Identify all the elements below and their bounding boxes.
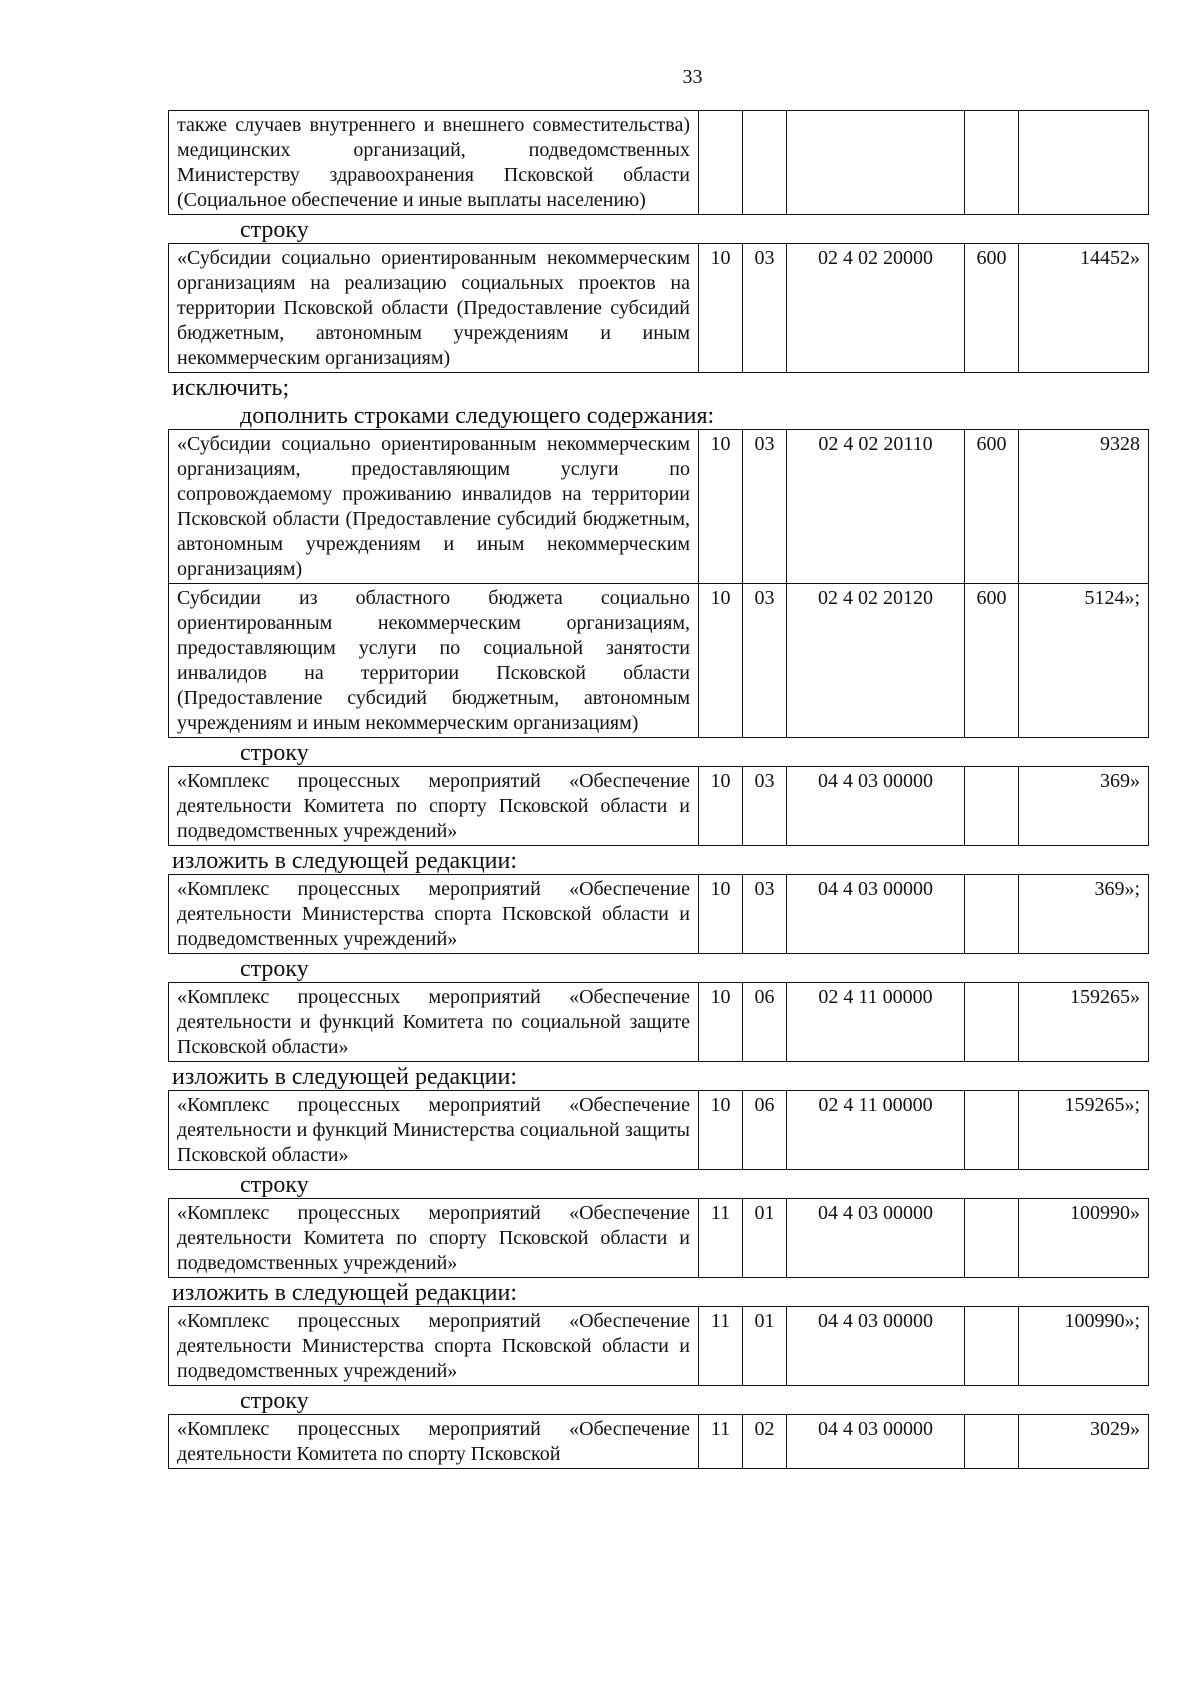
target-article-code: 02 4 02 20000 [787, 244, 965, 373]
expense-type-code [965, 983, 1019, 1062]
subsection-code: 01 [743, 1307, 787, 1386]
amount: 3029» [1019, 1415, 1149, 1469]
subsection-code: 03 [743, 430, 787, 584]
section-code: 10 [699, 244, 743, 373]
target-article-code: 04 4 03 00000 [787, 767, 965, 846]
amount [1019, 111, 1149, 215]
instruction-text: строку [240, 956, 309, 982]
expense-type-code [965, 1415, 1019, 1469]
row-description: «Комплекс процессных мероприятий «Обеспечение деятельности Министерства спорта Псковской области и подведомственных учреждений» [169, 1307, 699, 1386]
budget-table-fragment [168, 982, 1149, 1062]
table-row [169, 1307, 1149, 1386]
table-row [169, 983, 1149, 1062]
instruction-text: изложить в следующей редакции: [172, 1280, 518, 1306]
table-row [169, 430, 1149, 584]
budget-table-fragment [168, 1306, 1149, 1386]
budget-table-fragment [168, 110, 1149, 215]
amount: 159265»; [1019, 1091, 1149, 1170]
document-content [168, 110, 1148, 1469]
row-description: «Комплекс процессных мероприятий «Обеспечение деятельности Комитета по спорту Псковской области и подведомственных учреждений» [169, 767, 699, 846]
instruction-text: строку [240, 740, 309, 766]
subsection-code: 03 [743, 767, 787, 846]
amount: 9328 [1019, 430, 1149, 584]
section-code: 10 [699, 875, 743, 954]
instruction-text: исключить; [172, 375, 290, 401]
expense-type-code [965, 1307, 1019, 1386]
row-description: «Субсидии социально ориентированным некоммерческим организациям, предоставляющим услуги по сопровождаемому проживанию инвалидов на территории Псковской области (Предоставление субсидий бюджетным, автономным учреждениям и иным некоммерческим организациям) [169, 430, 699, 584]
table-row [169, 111, 1149, 215]
row-description: «Комплекс процессных мероприятий «Обеспечение деятельности и функций Комитета по социальной защите Псковской области» [169, 983, 699, 1062]
subsection-code: 01 [743, 1199, 787, 1278]
section-code: 11 [699, 1307, 743, 1386]
target-article-code: 02 4 11 00000 [787, 983, 965, 1062]
section-code: 11 [699, 1199, 743, 1278]
expense-type-code [965, 1091, 1019, 1170]
row-description: также случаев внутреннего и внешнего совместительства) медицинских организаций, подведомственных Министерству здравоохранения Псковской области (Социальное обеспечение и иные выплаты населению) [169, 111, 699, 215]
section-code: 10 [699, 430, 743, 584]
row-description: «Комплекс процессных мероприятий «Обеспечение деятельности Комитета по спорту Псковской [169, 1415, 699, 1469]
instruction-text: дополнить строками следующего содержания: [240, 403, 715, 429]
target-article-code: 04 4 03 00000 [787, 1415, 965, 1469]
section-code: 10 [699, 584, 743, 738]
section-code: 10 [699, 767, 743, 846]
row-description: «Субсидии социально ориентированным некоммерческим организациям на реализацию социальных проектов на территории Псковской области (Предоставление субсидий бюджетным, автономным учреждениям и иным некоммерческим организациям) [169, 244, 699, 373]
expense-type-code: 600 [965, 430, 1019, 584]
subsection-code [743, 111, 787, 215]
amount: 369»; [1019, 875, 1149, 954]
section-code: 10 [699, 1091, 743, 1170]
subsection-code: 02 [743, 1415, 787, 1469]
table-row [169, 1415, 1149, 1469]
expense-type-code [965, 1199, 1019, 1278]
row-description: «Комплекс процессных мероприятий «Обеспечение деятельности Министерства спорта Псковской области и подведомственных учреждений» [169, 875, 699, 954]
row-description: «Комплекс процессных мероприятий «Обеспечение деятельности и функций Министерства социальной защиты Псковской области» [169, 1091, 699, 1170]
budget-table-fragment [168, 1090, 1149, 1170]
target-article-code: 04 4 03 00000 [787, 1199, 965, 1278]
budget-table-fragment [168, 1198, 1149, 1278]
target-article-code: 02 4 02 20120 [787, 584, 965, 738]
table-row [169, 1091, 1149, 1170]
amount: 5124»; [1019, 584, 1149, 738]
instruction-text: изложить в следующей редакции: [172, 848, 518, 874]
table-row [169, 767, 1149, 846]
budget-table-fragment [168, 243, 1149, 373]
subsection-code: 03 [743, 244, 787, 373]
expense-type-code [965, 875, 1019, 954]
target-article-code: 04 4 03 00000 [787, 875, 965, 954]
amount: 159265» [1019, 983, 1149, 1062]
subsection-code: 06 [743, 1091, 787, 1170]
row-description: Субсидии из областного бюджета социально ориентированным некоммерческим организациям, предоставляющим услуги по социальной занятости инвалидов на территории Псковской области (Предоставление субсидий бюджетным, автономным учреждениям и иным некоммерческим организациям) [169, 584, 699, 738]
budget-table-fragment [168, 429, 1149, 738]
row-description: «Комплекс процессных мероприятий «Обеспечение деятельности Комитета по спорту Псковской области и подведомственных учреждений» [169, 1199, 699, 1278]
section-code: 10 [699, 983, 743, 1062]
section-code [699, 111, 743, 215]
expense-type-code [965, 111, 1019, 215]
instruction-text: строку [240, 217, 309, 243]
target-article-code [787, 111, 965, 215]
budget-table-fragment [168, 766, 1149, 846]
table-row [169, 875, 1149, 954]
target-article-code: 04 4 03 00000 [787, 1307, 965, 1386]
section-code: 11 [699, 1415, 743, 1469]
target-article-code: 02 4 11 00000 [787, 1091, 965, 1170]
table-row [169, 244, 1149, 373]
page-number: 33 [682, 66, 703, 88]
table-row [169, 584, 1149, 738]
amount: 369» [1019, 767, 1149, 846]
instruction-text: строку [240, 1388, 309, 1414]
expense-type-code [965, 767, 1019, 846]
subsection-code: 06 [743, 983, 787, 1062]
amount: 14452» [1019, 244, 1149, 373]
target-article-code: 02 4 02 20110 [787, 430, 965, 584]
table-row [169, 1199, 1149, 1278]
subsection-code: 03 [743, 875, 787, 954]
expense-type-code: 600 [965, 584, 1019, 738]
expense-type-code: 600 [965, 244, 1019, 373]
instruction-text: строку [240, 1172, 309, 1198]
budget-table-fragment [168, 874, 1149, 954]
subsection-code: 03 [743, 584, 787, 738]
instruction-text: изложить в следующей редакции: [172, 1064, 518, 1090]
amount: 100990» [1019, 1199, 1149, 1278]
budget-table-fragment [168, 1414, 1149, 1469]
amount: 100990»; [1019, 1307, 1149, 1386]
